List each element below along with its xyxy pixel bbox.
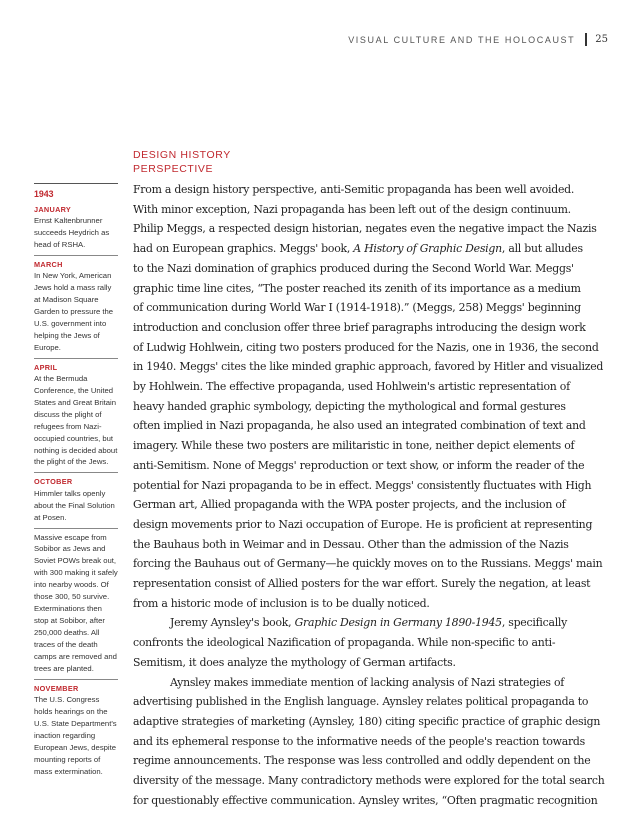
page-number: 25 <box>595 34 608 45</box>
body-line: Philip Meggs, a respected design historian, negates even the negative impact the Nazis <box>133 222 597 236</box>
body-line: potential for Nazi propaganda to be in effect. Meggs' consistently fluctuates with High <box>133 478 592 492</box>
body-line: by Hohlwein. The effective propaganda, used Hohlwein's artistic representation of <box>133 380 570 394</box>
book-title: Graphic Design in Germany 1890-1945 <box>294 616 502 630</box>
body-paragraph <box>133 673 605 811</box>
body-line: From a design history perspective, anti-Semitic propaganda has been well avoided. <box>133 183 575 196</box>
running-header <box>348 33 608 46</box>
body-line: introduction and conclusion offer three brief paragraphs introducing the design work <box>133 320 586 334</box>
body-line: graphic time line cites, “The poster reached its zenith of its importance as a medium <box>133 281 581 295</box>
body-line: Jeremy Aynsley's book, Graphic Design in Germany 1890-1945, specifically <box>170 616 568 630</box>
body-line: advertising published in the English language. Aynsley relates political propaganda to <box>133 695 589 709</box>
body-line: design movements prior to Nazi occupation of Europe. He is proficient at representing <box>133 517 593 531</box>
body-paragraph <box>133 180 605 613</box>
timeline-sidebar <box>34 183 118 780</box>
sidebar-top-rule <box>34 183 118 184</box>
body-paragraph <box>133 613 605 672</box>
body-line: imagery. While these two posters are militaristic in tone, neither depict elements of <box>133 439 575 453</box>
body-line: heavy handed graphic symbology, depicting the mythological and formal gestures <box>133 399 566 413</box>
section-heading-line: PERSPECTIVE <box>133 163 214 175</box>
body-line: German art, Allied propaganda with the WPA poster projects, and the inclusion of <box>133 498 566 512</box>
body-line: and its ephemeral response to the informative needs of the people's reaction towards <box>133 734 585 748</box>
body-line: the Bauhaus both in Weimar and in Dessau. Other than the admission of the Nazis <box>133 537 569 551</box>
body-line: confronts the ideological Nazification of propaganda. While non-specific to anti- <box>133 636 556 650</box>
body-line: of communication during World War I (1914-1918).” (Meggs, 258) Meggs' beginning <box>133 301 581 315</box>
body-line: for questionably effective communication. Aynsley writes, “Often pragmatic recognition <box>133 793 598 807</box>
running-header-title: VISUAL CULTURE AND THE HOLOCAUST <box>348 34 576 45</box>
section-heading <box>133 148 231 176</box>
body-line: from a historic mode of inclusion is to be dually noticed. <box>133 596 430 610</box>
body-line: often implied in Nazi propaganda, he also used an integrated combination of text and <box>133 419 586 433</box>
section-heading-line: DESIGN HISTORY <box>133 149 231 161</box>
body-line: of Ludwig Hohlwein, citing two posters produced for the Nazis, one in 1936, the second <box>133 340 599 354</box>
body-line: With minor exception, Nazi propaganda has been left out of the design continuum. <box>133 202 571 216</box>
body-text <box>133 180 605 811</box>
body-line: diversity of the message. Many contradictory methods were explored for the total search <box>133 774 605 788</box>
body-line: regime announcements. The response was less controlled and oddly dependent on the <box>133 754 591 768</box>
timeline-entry: Himmler talks openly about the Final Solution at Posen. <box>34 488 115 522</box>
body-line: representation consist of Allied posters for the war effort. Surely the negation, at least <box>133 577 591 591</box>
body-line: in 1940. Meggs' cites the like minded graphic approach, favored by Hitler and visualized <box>133 360 604 374</box>
timeline-month: OCTOBER <box>34 472 118 487</box>
body-line: had on European graphics. Meggs' book, A History of Graphic Design, all but alludes <box>133 242 583 256</box>
body-line: to the Nazi domination of graphics produced during the Second World War. Meggs' <box>133 261 574 275</box>
timeline-month: JANUARY <box>34 204 72 214</box>
body-line: adaptive strategies of marketing (Aynsley, 180) citing specific practice of graphic design <box>133 714 601 728</box>
body-line: Aynsley makes immediate mention of lacking analysis of Nazi strategies of <box>170 675 565 689</box>
timeline-entry: Ernst Kaltenbrunner succeeds Heydrich as head of RSHA. <box>34 215 110 249</box>
timeline-entry: The U.S. Congress holds hearings on the U.S. State Department's inaction regarding European Jews, despite mounting reports of mass extermination. <box>34 695 117 776</box>
timeline-entry: Massive escape from Sobibor as Jews and Soviet POWs break out, with 300 making it safely into nearby woods. Of those 300, 50 survive. Exterminations then stop at Sobibor, after 250,000 deaths. All traces of the death camps are removed and trees are planted. <box>34 528 118 675</box>
timeline-month: NOVEMBER <box>34 679 118 694</box>
body-line: forcing the Bauhaus out of Germany—he quickly moves on to the Russians. Meggs' main <box>133 557 603 571</box>
body-line: anti-Semitism. None of Meggs' reproduction or text show, or inform the reader of the <box>133 458 585 472</box>
timeline-month: APRIL <box>34 358 118 373</box>
header-divider <box>585 33 587 46</box>
timeline-month: MARCH <box>34 255 118 270</box>
timeline-year: 1943 <box>34 189 54 199</box>
body-line: Semitism, it does analyze the mythology of German artifacts. <box>133 655 456 669</box>
book-title: A History of Graphic Design <box>353 242 502 256</box>
timeline-entry: In New York, American Jews hold a mass rally at Madison Square Garden to pressure the U.S. government into helping the Jews of Europe. <box>34 271 114 352</box>
timeline-entry: At the Bermuda Conference, the United States and Great Britain discuss the plight of refugees from Nazi-occupied countries, but nothing is decided about the plight of the Jews. <box>34 373 118 467</box>
